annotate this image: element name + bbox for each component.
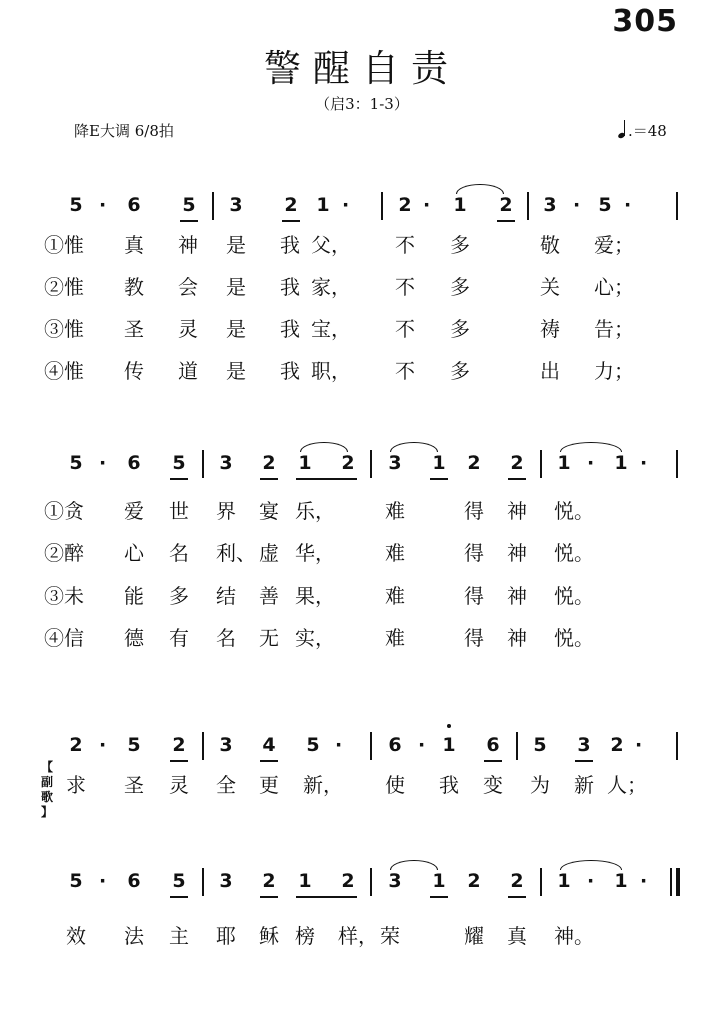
lyric-syllable: ①惟 bbox=[44, 233, 84, 257]
note: 1 bbox=[614, 452, 628, 474]
lyric-syllable: 祷 bbox=[540, 317, 560, 341]
underline bbox=[430, 478, 448, 480]
note: 3 bbox=[229, 194, 243, 216]
tie-slur bbox=[390, 860, 438, 870]
lyric-syllable: 我 bbox=[439, 773, 459, 797]
notation-line-3 bbox=[0, 720, 724, 780]
lyric-syllable: 能 bbox=[124, 584, 144, 608]
hymn-number: 305 bbox=[612, 4, 678, 39]
barline bbox=[540, 450, 542, 478]
final-barline-thick bbox=[676, 868, 680, 896]
lyric-syllable: 得 bbox=[464, 541, 484, 565]
tie-slur bbox=[390, 442, 438, 452]
lyric-syllable: 使 bbox=[385, 773, 405, 797]
note: 2 bbox=[262, 870, 276, 892]
underline bbox=[484, 760, 502, 762]
underline bbox=[170, 478, 188, 480]
lyric-syllable: 效 bbox=[66, 924, 86, 948]
hymn-title: 警醒自责 bbox=[264, 47, 460, 90]
lyric-syllable: 荣 bbox=[380, 924, 400, 948]
note: 1 bbox=[442, 734, 456, 756]
dotted-quarter-note-icon bbox=[618, 120, 628, 140]
lyric-syllable: 得 bbox=[464, 584, 484, 608]
note-dot: · bbox=[99, 194, 107, 216]
lyric-syllable: 难 bbox=[385, 499, 405, 523]
lyric-syllable: 德 bbox=[124, 626, 144, 650]
note: 5 bbox=[182, 194, 196, 216]
note: 2 bbox=[69, 734, 83, 756]
note: 1 bbox=[298, 870, 312, 892]
barline bbox=[202, 450, 204, 478]
note: 1 bbox=[432, 452, 446, 474]
note: 1 bbox=[557, 870, 571, 892]
note: 5 bbox=[172, 452, 186, 474]
barline bbox=[540, 868, 542, 896]
note: 3 bbox=[543, 194, 557, 216]
lyric-syllable: 虚 bbox=[259, 541, 279, 565]
tie-slur bbox=[300, 442, 348, 452]
lyric-syllable: 乐， bbox=[295, 499, 335, 523]
lyric-syllable: 法 bbox=[124, 924, 144, 948]
underline bbox=[296, 478, 357, 480]
lyric-syllable: 为 bbox=[530, 773, 550, 797]
barline bbox=[676, 192, 678, 220]
lyric-syllable: 稣 bbox=[259, 924, 279, 948]
underline bbox=[508, 896, 526, 898]
chorus-bracket-close: 】 bbox=[40, 805, 53, 819]
note: 3 bbox=[219, 452, 233, 474]
note-dot: · bbox=[640, 870, 648, 892]
lyric-syllable: 宝， bbox=[311, 317, 351, 341]
lyric-syllable: 神 bbox=[507, 541, 527, 565]
note: 5 bbox=[172, 870, 186, 892]
notation-line-4 bbox=[0, 856, 724, 916]
note: 3 bbox=[219, 870, 233, 892]
lyric-syllable: 有 bbox=[169, 626, 189, 650]
lyric-syllable: 主 bbox=[169, 924, 189, 948]
lyric-syllable: 我 bbox=[280, 233, 300, 257]
notation-line-2 bbox=[0, 438, 724, 498]
underline bbox=[497, 220, 515, 222]
lyric-syllable: 传 bbox=[124, 359, 144, 383]
lyric-syllable: 是 bbox=[226, 233, 246, 257]
note: 2 bbox=[467, 870, 481, 892]
note-dot: · bbox=[587, 870, 595, 892]
barline bbox=[202, 732, 204, 760]
lyric-syllable: 力； bbox=[594, 359, 634, 383]
note: 5 bbox=[598, 194, 612, 216]
note-dot: · bbox=[335, 734, 343, 756]
lyric-syllable: 新， bbox=[303, 773, 343, 797]
note: 2 bbox=[610, 734, 624, 756]
note: 1 bbox=[557, 452, 571, 474]
barline bbox=[370, 868, 372, 896]
note: 5 bbox=[306, 734, 320, 756]
lyric-syllable: 华， bbox=[295, 541, 335, 565]
note: 4 bbox=[262, 734, 276, 756]
lyric-syllable: 我 bbox=[280, 359, 300, 383]
note-dot: · bbox=[640, 452, 648, 474]
barline bbox=[381, 192, 383, 220]
note-dot: · bbox=[99, 452, 107, 474]
lyric-syllable: 多 bbox=[450, 233, 470, 257]
lyric-syllable: 宴 bbox=[259, 499, 279, 523]
lyric-syllable: 果， bbox=[295, 584, 335, 608]
note: 2 bbox=[341, 870, 355, 892]
lyric-syllable: 神。 bbox=[554, 924, 594, 948]
lyric-syllable: 神 bbox=[507, 626, 527, 650]
lyric-syllable: 圣 bbox=[124, 317, 144, 341]
note: 1 bbox=[453, 194, 467, 216]
notation-line-1 bbox=[0, 180, 724, 240]
lyric-syllable: 悦。 bbox=[554, 541, 594, 565]
lyric-syllable: 真 bbox=[124, 233, 144, 257]
underline bbox=[296, 896, 357, 898]
note: 1 bbox=[432, 870, 446, 892]
note: 2 bbox=[341, 452, 355, 474]
chorus-label-char: 歌 bbox=[40, 790, 53, 804]
lyric-syllable: ③未 bbox=[44, 584, 84, 608]
note-dot: · bbox=[635, 734, 643, 756]
note: 2 bbox=[262, 452, 276, 474]
lyric-syllable: 界 bbox=[216, 499, 236, 523]
lyric-syllable: 难 bbox=[385, 541, 405, 565]
note: 2 bbox=[467, 452, 481, 474]
note-dot: · bbox=[423, 194, 431, 216]
barline bbox=[516, 732, 518, 760]
note: 5 bbox=[533, 734, 547, 756]
lyric-syllable: 耶 bbox=[216, 924, 236, 948]
note: 1 bbox=[614, 870, 628, 892]
lyric-syllable: 变 bbox=[483, 773, 503, 797]
lyric-syllable: 样， bbox=[338, 924, 378, 948]
note: 3 bbox=[219, 734, 233, 756]
chorus-bracket-open: 【 bbox=[40, 760, 53, 774]
note: 3 bbox=[388, 870, 402, 892]
lyric-syllable: 不 bbox=[395, 233, 415, 257]
note-dot: · bbox=[587, 452, 595, 474]
final-barline-thin bbox=[670, 868, 672, 896]
lyric-syllable: ①贪 bbox=[44, 499, 84, 523]
barline bbox=[676, 450, 678, 478]
lyric-syllable: 告； bbox=[594, 317, 634, 341]
barline bbox=[370, 732, 372, 760]
note: 5 bbox=[69, 452, 83, 474]
lyric-syllable: 榜 bbox=[295, 924, 315, 948]
lyric-syllable: 耀 bbox=[464, 924, 484, 948]
underline bbox=[508, 478, 526, 480]
note: 2 bbox=[284, 194, 298, 216]
note: 3 bbox=[577, 734, 591, 756]
octave-high-dot bbox=[447, 724, 451, 728]
lyric-syllable: 家， bbox=[311, 275, 351, 299]
note: 2 bbox=[499, 194, 513, 216]
underline bbox=[260, 760, 278, 762]
note-dot: · bbox=[99, 734, 107, 756]
lyric-syllable: 难 bbox=[385, 626, 405, 650]
note: 5 bbox=[69, 194, 83, 216]
note: 2 bbox=[510, 452, 524, 474]
lyric-syllable: 神 bbox=[178, 233, 198, 257]
lyric-syllable: 真 bbox=[507, 924, 527, 948]
lyric-syllable: 更 bbox=[259, 773, 279, 797]
note: 6 bbox=[388, 734, 402, 756]
note: 1 bbox=[316, 194, 330, 216]
lyric-syllable: 敬 bbox=[540, 233, 560, 257]
lyric-syllable: 我 bbox=[280, 275, 300, 299]
lyric-syllable: 心 bbox=[124, 541, 144, 565]
lyric-syllable: 是 bbox=[226, 359, 246, 383]
lyric-syllable: 善 bbox=[259, 584, 279, 608]
lyric-syllable: 出 bbox=[540, 359, 560, 383]
note-dot: · bbox=[573, 194, 581, 216]
note: 5 bbox=[127, 734, 141, 756]
lyric-syllable: 人； bbox=[607, 773, 647, 797]
lyric-syllable: 利、 bbox=[216, 541, 256, 565]
note-dot: · bbox=[418, 734, 426, 756]
barline bbox=[370, 450, 372, 478]
lyric-syllable: 多 bbox=[450, 275, 470, 299]
underline bbox=[260, 478, 278, 480]
lyric-syllable: 灵 bbox=[169, 773, 189, 797]
barline bbox=[212, 192, 214, 220]
lyric-syllable: 是 bbox=[226, 317, 246, 341]
note: 6 bbox=[127, 194, 141, 216]
barline bbox=[676, 732, 678, 760]
lyric-syllable: 父， bbox=[311, 233, 351, 257]
lyric-syllable: 爱 bbox=[124, 499, 144, 523]
lyric-syllable: ③惟 bbox=[44, 317, 84, 341]
lyric-syllable: 灵 bbox=[178, 317, 198, 341]
lyric-syllable: 结 bbox=[216, 584, 236, 608]
note: 1 bbox=[298, 452, 312, 474]
note: 6 bbox=[486, 734, 500, 756]
lyric-syllable: 心； bbox=[594, 275, 634, 299]
note: 6 bbox=[127, 870, 141, 892]
underline bbox=[575, 760, 593, 762]
lyric-syllable: ④信 bbox=[44, 626, 84, 650]
lyric-syllable: 得 bbox=[464, 626, 484, 650]
lyric-syllable: 求 bbox=[66, 773, 86, 797]
lyric-syllable: 新 bbox=[574, 773, 594, 797]
lyric-syllable: 全 bbox=[216, 773, 236, 797]
underline bbox=[170, 896, 188, 898]
chorus-label-char: 副 bbox=[40, 775, 53, 789]
lyric-syllable: 不 bbox=[395, 275, 415, 299]
note: 2 bbox=[172, 734, 186, 756]
note-dot: · bbox=[99, 870, 107, 892]
lyric-syllable: 不 bbox=[395, 359, 415, 383]
note: 6 bbox=[127, 452, 141, 474]
lyric-syllable: 神 bbox=[507, 499, 527, 523]
note: 2 bbox=[398, 194, 412, 216]
note: 3 bbox=[388, 452, 402, 474]
note: 2 bbox=[510, 870, 524, 892]
note-dot: · bbox=[624, 194, 632, 216]
note: 5 bbox=[69, 870, 83, 892]
barline bbox=[527, 192, 529, 220]
key-signature: 降E大调 6/8拍 bbox=[74, 122, 174, 140]
lyric-syllable: 爱； bbox=[594, 233, 634, 257]
lyric-syllable: 无 bbox=[259, 626, 279, 650]
lyric-syllable: 教 bbox=[124, 275, 144, 299]
underline bbox=[430, 896, 448, 898]
lyric-syllable: 神 bbox=[507, 584, 527, 608]
underline bbox=[260, 896, 278, 898]
lyric-syllable: 难 bbox=[385, 584, 405, 608]
tempo-value: .＝48 bbox=[628, 122, 667, 140]
lyric-syllable: ②醉 bbox=[44, 541, 84, 565]
lyric-syllable: 实， bbox=[295, 626, 335, 650]
chorus-label bbox=[37, 760, 57, 820]
lyric-syllable: ②惟 bbox=[44, 275, 84, 299]
lyric-syllable: 悦。 bbox=[554, 584, 594, 608]
lyric-syllable: 会 bbox=[178, 275, 198, 299]
lyric-syllable: 名 bbox=[216, 626, 236, 650]
lyric-syllable: 多 bbox=[450, 317, 470, 341]
underline bbox=[170, 760, 188, 762]
tie-slur bbox=[456, 184, 504, 194]
lyric-syllable: 得 bbox=[464, 499, 484, 523]
tie-slur bbox=[560, 860, 622, 870]
lyric-syllable: 我 bbox=[280, 317, 300, 341]
lyric-syllable: 悦。 bbox=[554, 499, 594, 523]
lyric-syllable: 关 bbox=[540, 275, 560, 299]
lyric-syllable: 圣 bbox=[124, 773, 144, 797]
lyric-syllable: 是 bbox=[226, 275, 246, 299]
lyric-syllable: 职， bbox=[311, 359, 351, 383]
barline bbox=[202, 868, 204, 896]
underline bbox=[180, 220, 198, 222]
lyric-syllable: 名 bbox=[169, 541, 189, 565]
lyric-syllable: ④惟 bbox=[44, 359, 84, 383]
lyric-syllable: 悦。 bbox=[554, 626, 594, 650]
tempo-marking bbox=[618, 120, 667, 141]
scripture-reference: （启3：1-3） bbox=[315, 95, 409, 113]
tie-slur bbox=[560, 442, 622, 452]
underline bbox=[282, 220, 300, 222]
lyric-syllable: 多 bbox=[450, 359, 470, 383]
lyric-syllable: 不 bbox=[395, 317, 415, 341]
note-dot: · bbox=[342, 194, 350, 216]
lyric-syllable: 多 bbox=[169, 584, 189, 608]
lyric-syllable: 道 bbox=[178, 359, 198, 383]
lyric-syllable: 世 bbox=[169, 499, 189, 523]
